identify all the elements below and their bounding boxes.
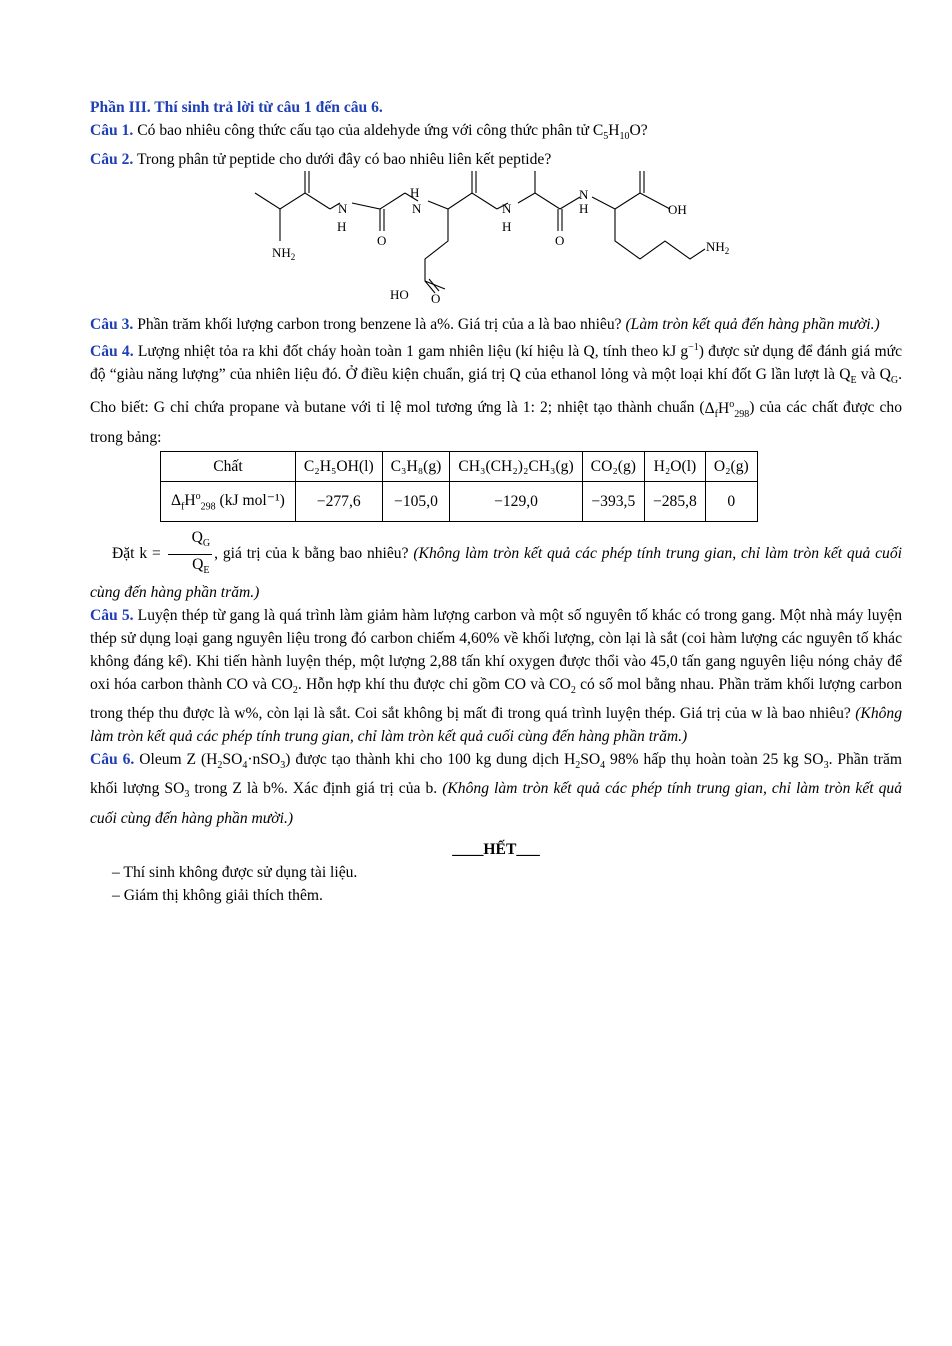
atom-n: N <box>412 201 422 217</box>
atom-h: H <box>337 219 347 235</box>
question-2 <box>90 148 902 171</box>
table-header-cell: C₂H₅OH(l) <box>295 451 382 481</box>
q4-text: Lượng nhiệt tỏa ra khi đốt cháy hoàn toàn 1 gam nhiên liệu (kí hiệu là Q, tính theo kJ g <box>137 343 689 361</box>
table-row-label: $\Delta_fH^o_{298}$ (kJ mol⁻¹) <box>161 481 296 521</box>
enthalpy-symbol: $\Delta_fH^o_{298}$ <box>704 398 750 420</box>
q4-text: và Q <box>856 366 891 384</box>
q6-note: (Không làm tròn kết quả các phép tính trung gian, chỉ làm tròn kết quả cuối cùng đến hàng phần mười.) <box>90 780 903 827</box>
atom-o: O <box>431 291 441 307</box>
question-6-label: Câu 6. <box>90 751 135 769</box>
exam-page <box>90 96 902 907</box>
footer-notes <box>112 861 902 907</box>
q4-text: ) của các chất được cho trong bảng: <box>90 399 902 446</box>
table-header-cell: Chất <box>161 451 296 481</box>
amino-group: $NH_2$ <box>706 239 730 257</box>
q5-sub: 2 <box>292 685 298 697</box>
table-header-cell: CO₂(g) <box>582 451 644 481</box>
atom-o: O <box>377 233 387 249</box>
table-cell: −129,0 <box>450 481 582 521</box>
q1-text: Có bao nhiêu công thức cấu tạo của aldehyde ứng với công thức phân tử C <box>137 122 604 139</box>
question-3-label: Câu 3. <box>90 316 134 334</box>
table-header-cell: O₂(g) <box>705 451 757 481</box>
q2-text: Trong phân tử peptide cho dưới đây có bao nhiêu liên kết peptide? <box>136 151 552 169</box>
question-4-label: Câu 4. <box>90 343 134 361</box>
enthalpy-table <box>160 451 758 522</box>
question-4-k <box>90 528 902 604</box>
q5-text: Luyện thép từ gang là quá trình làm giảm hàm lượng carbon và một số nguyên tố khác có trong gang. Một nhà máy luyện thép sử dụng loại gang nguyên liệu trong đó carbon chiếm 4,60% về khối lượng, còn lại là sắt (coi hàm lượng các nguyên tố khác không đáng kể). Khi tiến hành luyện thép, một lượng 2,88 tấn khí oxygen được thổi vào 45,0 tấn gang nguyên liệu nóng chảy để oxi hóa carbon thành CO và CO <box>90 607 903 694</box>
end-marker: ____HẾT___ <box>452 840 540 858</box>
q4-sup: −1 <box>688 342 699 354</box>
q1-text: H <box>608 122 620 139</box>
table-cell: −105,0 <box>382 481 450 521</box>
q4-sub: E <box>850 375 857 387</box>
q4-text: , giá trị của k bằng bao nhiêu? <box>214 545 409 563</box>
table-cell: −393,5 <box>582 481 644 521</box>
q3-note: (Làm tròn kết quả đến hàng phần mười.) <box>625 316 880 334</box>
table-header-cell: C₃H₈(g) <box>382 451 450 481</box>
hydroxyl-group: OH <box>668 202 687 218</box>
atom-o <box>469 171 478 172</box>
atom-n: N <box>338 201 348 217</box>
question-5 <box>90 604 902 748</box>
footer-note: – Thí sinh không được sử dụng tài liệu. <box>112 863 358 881</box>
q4-sub: G <box>890 375 899 387</box>
k-symbol: k = <box>139 545 161 563</box>
section-title: Phần III. Thí sinh trả lời từ câu 1 đến câu 6. <box>90 99 383 116</box>
peptide-structure <box>250 171 750 311</box>
table-header-cell: CH₃(CH₂)₂CH₃(g) <box>450 451 582 481</box>
table-header-row <box>161 451 758 481</box>
amino-group: $NH_2$ <box>272 245 296 263</box>
question-6: Câu 6. Oleum Z $(H_2SO_4\cdot nSO_3)$ được tạo thành khi cho 100 kg dung dịch $H_2SO_4$ 98% hấp thụ hoàn toàn 25 kg $SO_3$. Phần trăm khối lượng $SO_3$ trong Z là b%. Xác định giá trị của b. (Không làm tròn kết quả các phép tính trung gian, chỉ làm tròn kết quả cuối cùng đến hàng phần mười.) <box>90 751 903 827</box>
q1-sub: 10 <box>619 131 630 143</box>
question-4 <box>90 336 902 449</box>
atom-h: H <box>579 201 589 217</box>
q3-text: Phần trăm khối lượng carbon trong benzene là a%. Giá trị của a là bao nhiêu? <box>137 316 622 334</box>
q1-sub: 5 <box>603 131 609 143</box>
atom-h: H <box>502 219 512 235</box>
q5-text: . Hỗn hợp khí thu được chỉ gồm CO và CO <box>297 676 571 694</box>
question-5-label: Câu 5. <box>90 607 134 625</box>
k-fraction: $\frac{Q_G}{Q_E}$ <box>168 528 213 581</box>
atom-o <box>301 171 310 172</box>
q4-note: (Không làm tròn kết quả các phép tính trung gian, chỉ làm tròn kết quả cuối cùng đến hàng phần trăm.) <box>90 545 902 602</box>
q5-text: có số mol bằng nhau. Phần trăm khối lượng carbon trong thép thu được là w%, còn lại là sắt. Coi sắt không bị mất đi trong quá trình luyện thép. Giá trị của w là bao nhiêu? <box>90 676 902 723</box>
table-cell: 0 <box>705 481 757 521</box>
question-2-label: Câu 2. <box>90 151 134 169</box>
question-1 <box>90 119 902 148</box>
q1-text: O? <box>629 122 648 139</box>
question-3 <box>90 313 902 336</box>
hydroxyl-group: HO <box>390 287 409 303</box>
footer-note: – Giám thị không giải thích thêm. <box>112 886 323 904</box>
atom-n: N <box>579 187 589 203</box>
atom-o: O <box>555 233 565 249</box>
atom-n: N <box>502 201 512 217</box>
question-1-label: Câu 1. <box>90 122 134 139</box>
table-cell: −277,6 <box>295 481 382 521</box>
table-header-cell: H₂O(l) <box>644 451 705 481</box>
q4-text: . Cho biết: G chỉ chứa propane và butane với tỉ lệ mol tương ứng là 1: 2; nhiệt tạo thành chuẩn ( <box>90 366 902 417</box>
table-cell: −285,8 <box>644 481 705 521</box>
table-row <box>161 481 758 521</box>
q4-text: Đặt <box>112 545 140 563</box>
atom-h: H <box>410 185 420 201</box>
q5-note: (Không làm tròn kết quả các phép tính trung gian, chỉ làm tròn kết quả cuối cùng đến hàng phần trăm.) <box>90 705 902 746</box>
q5-sub: 2 <box>570 685 576 697</box>
atom-o <box>637 171 646 172</box>
q4-text: ) được sử dụng để đánh giá mức độ “giàu năng lượng” của nhiên liệu đó. Ở điều kiện chuẩn, giá trị Q của ethanol lỏng và một loại khí đốt G lần lượt là Q <box>90 343 902 384</box>
